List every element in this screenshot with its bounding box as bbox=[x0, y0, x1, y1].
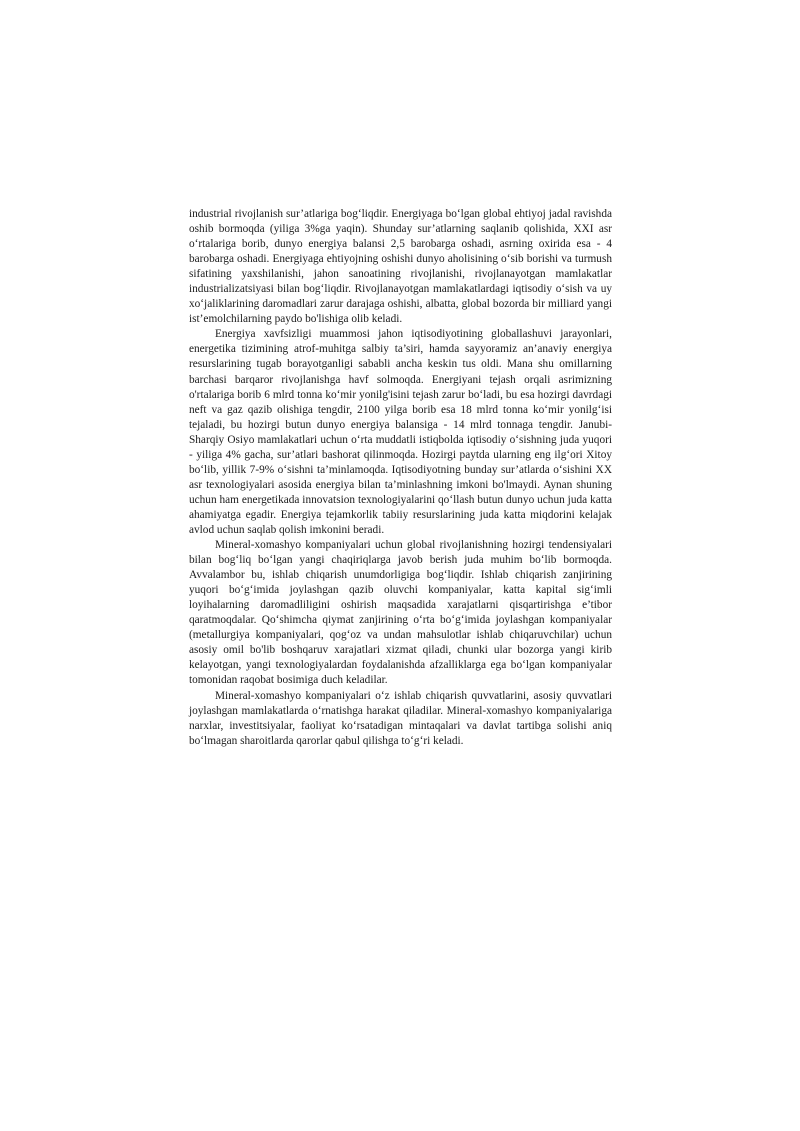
paragraph-3: Mineral-xomashyo kompaniyalari uchun global rivojlanishning hozirgi tendensiyalari bilan bog‘liq bo‘lgan yangi chaqiriqlarga javob berish juda muhim bo‘lib bormoqda. Avvalambor bu, ishlab chiqarish unumdorligiga bog‘liqdir. Ishlab chiqarish zanjirining yuqori bo‘g‘imida joylashgan qazib oluvchi kompaniyalar, katta kapital sig‘imli loyihalarning daromadliligini oshirish maqsadida xarajatlarni qisqartirishga e’tibor qaratmoqdalar. Qo‘shimcha qiymat zanjirining o‘rta bo‘g‘imida joylashgan kompaniyalar (metallurgiya kompaniyalari, qog‘oz va undan mahsulotlar ishlab chiqaruvchilar) uchun asosiy omil bo'lib boshqaruv xarajatlari xizmat qiladi, chunki ular bozorga yangi kirib kelayotgan, yangi texnologiyalardan foydalanishda afzalliklarga ega bo‘lgan kompaniyalar tomonidan raqobat bosimiga duch keladilar. bbox=[189, 539, 612, 687]
paragraph-1: industrial rivojlanish sur’atlariga bog‘liqdir. Energiyaga bo‘lgan global ehtiyoj jadal ravishda oshib bormoqda (yiliga 3%ga yaqin). Shunday sur’atlarning saqlanib qolishida, XXI asr o‘rtalariga borib, dunyo energiya balansi 2,5 barobarga oshadi, asrning oxirida esa - 4 barobarga oshadi. Energiyaga ehtiyojning oshishi dunyo aholisining o‘sib borishi va turmush sifatining yaxshilanishi, jahon sanoatining rivojlanishi, rivojlanayotgan mamlakatlar industrializatsiyasi bilan bog‘liqdir. Rivojlanayotgan mamlakatlardagi iqtisodiy o‘sish va uy xo‘jaliklarining daromadlari zarur darajaga oshishi, albatta, global bozorda bir milliard yangi ist’emolchilarning paydo bo'lishiga olib keladi. bbox=[189, 208, 612, 326]
document-body bbox=[189, 207, 612, 749]
paragraph-2: Energiya xavfsizligi muammosi jahon iqtisodiyotining globallashuvi jarayonlari, energetika tizimining atrof-muhitga salbiy ta’siri, hamda sayyoramiz an’anaviy energiya resurslarining tugab borayotganligi sababli ancha keskin tus oldi. Mana shu omillarning barchasi barqaror rivojlanishga havf solmoqda. Energiyani tejash orqali asrimizning o'rtalariga borib 6 mlrd tonna ko‘mir yonilg'isini tejash zarur bo‘ladi, bu esa hozirgi davrdagi neft va gaz qazib olishiga tengdir, 2100 yilga borib esa 18 mlrd tonna ko‘mir yonilg‘isi tejaladi, bu hozirgi butun dunyo energiya balansiga - 14 mlrd tonnaga tengdir. Janubi-Sharqiy Osiyo mamlakatlari uchun o‘rta muddatli istiqbolda iqtisodiy o‘sishning juda yuqori - yiliga 4% gacha, sur’atlari bashorat qilinmoqda. Hozirgi paytda ularning eng ilg‘ori Xitoy bo‘lib, yillik 7-9% o‘sishni ta’minlamoqda. Iqtisodiyotning bunday sur’atlarda o‘sishini XX asr texnologiyalari asosida energiya bilan ta’minlashning imkoni bo'lmaydi. Aynan shuning uchun ham energetikada innovatsion texnologiyalarini qo‘llash butun dunyo uchun juda katta ahamiyatga egadir. Energiya tejamkorlik tabiiy resurslarining juda katta miqdorini kelajak avlod uchun saqlab qolish imkonini beradi. bbox=[189, 328, 612, 536]
paragraph-4: Mineral-xomashyo kompaniyalari o‘z ishlab chiqarish quvvatlarini, asosiy quvvatlari joylashgan mamlakatlarda o‘rnatishga harakat qiladilar. Mineral-xomashyo kompaniyalariga narxlar, investitsiyalar, faoliyat ko‘rsatadigan mintaqalari va davlat tartibga solishi aniq bo‘lmagan sharoitlarda qarorlar qabul qilishga to‘g‘ri keladi. bbox=[189, 689, 612, 747]
